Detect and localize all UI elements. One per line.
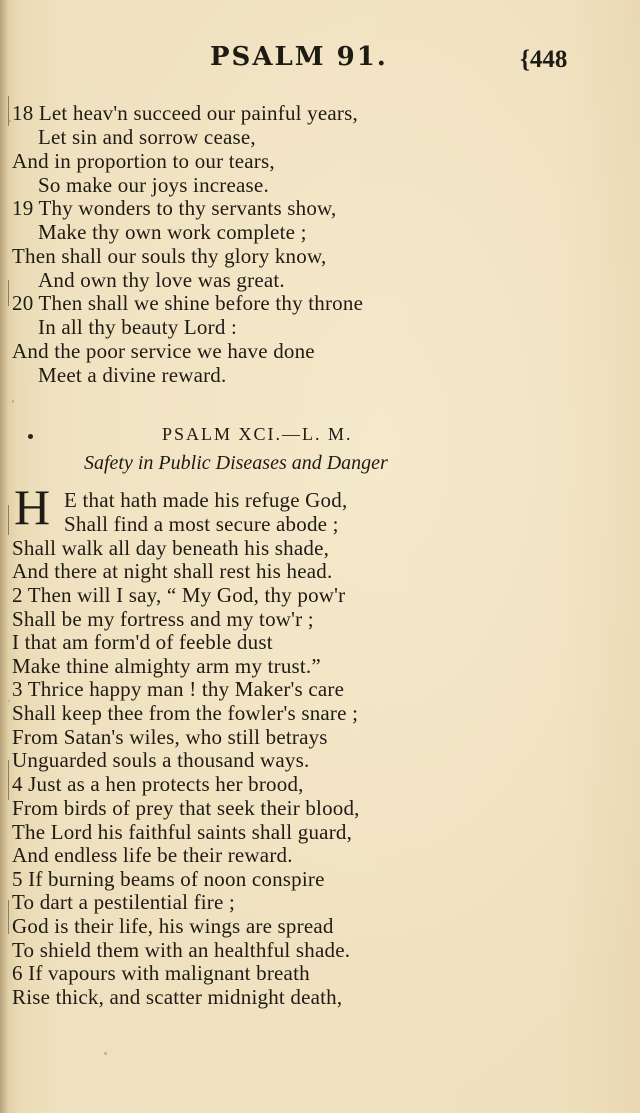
verse-line: And there at night shall rest his head. [12, 559, 333, 583]
page-number: {448 [520, 46, 568, 73]
paper-speck [9, 120, 11, 122]
gutter-mark [8, 900, 9, 934]
section-subtitle: Safety in Public Diseases and Danger [84, 452, 388, 474]
section-heading: PSALM XCI.—L. M. [162, 424, 353, 444]
verse-line: Meet a divine reward. [38, 363, 227, 387]
verse-line: Let sin and sorrow cease, [38, 125, 256, 149]
verse-line: 18 Let heav'n succeed our painful years, [12, 101, 358, 125]
verse-line: E that hath made his refuge God, [64, 488, 348, 512]
verse-line: In all thy beauty Lord : [38, 315, 237, 339]
gutter-mark [8, 280, 9, 306]
verse-line: Shall walk all day beneath his shade, [12, 536, 330, 560]
paper-speck [104, 1052, 107, 1055]
paper-speck [8, 700, 10, 702]
verse-line: And own thy love was great. [38, 268, 285, 292]
gutter-mark [8, 96, 9, 126]
drop-cap: H [14, 479, 51, 535]
verse-line: 2 Then will I say, “ My God, thy pow'r [12, 583, 346, 607]
verse-line: To dart a pestilential fire ; [12, 890, 235, 914]
verse-line: The Lord his faithful saints shall guard, [12, 820, 353, 844]
verse-line: Make thy own work complete ; [38, 220, 307, 244]
page-gutter-shadow [0, 0, 8, 1113]
verse-line: Make thine almighty arm my trust.” [12, 654, 321, 678]
verse-line: Shall find a most secure abode ; [64, 512, 339, 536]
verse-line: Rise thick, and scatter midnight death, [12, 985, 343, 1009]
gutter-mark [8, 505, 9, 535]
paper-speck [12, 400, 14, 403]
verse-line: Unguarded souls a thousand ways. [12, 748, 310, 772]
verse-line: And the poor service we have done [12, 339, 315, 363]
running-title: PSALM 91. [210, 42, 388, 72]
verse-line: Then shall our souls thy glory know, [12, 244, 327, 268]
verse-line: Shall be my fortress and my tow'r ; [12, 607, 314, 631]
verse-line: And in proportion to our tears, [12, 149, 275, 173]
verse-line: 3 Thrice happy man ! thy Maker's care [12, 677, 345, 701]
page-header [0, 42, 640, 82]
verse-line: From birds of prey that seek their blood, [12, 796, 360, 820]
ornament-dot [28, 434, 33, 439]
verse-line: I that am form'd of feeble dust [12, 630, 273, 654]
verse-line: To shield them with an healthful shade. [12, 938, 351, 962]
verse-line: 5 If burning beams of noon conspire [12, 867, 325, 891]
verse-line: So make our joys increase. [38, 173, 269, 197]
verse-line: From Satan's wiles, who still betrays [12, 725, 328, 749]
verse-line: 19 Thy wonders to thy servants show, [12, 196, 337, 220]
gutter-mark [8, 760, 9, 800]
verse-line: God is their life, his wings are spread [12, 914, 334, 938]
verse-line: And endless life be their reward. [12, 843, 293, 867]
verse-line: Shall keep thee from the fowler's snare ; [12, 701, 359, 725]
verse-line: 4 Just as a hen protects her brood, [12, 772, 304, 796]
verse-line: 6 If vapours with malignant breath [12, 961, 310, 985]
verse-line: 20 Then shall we shine before thy throne [12, 291, 364, 315]
